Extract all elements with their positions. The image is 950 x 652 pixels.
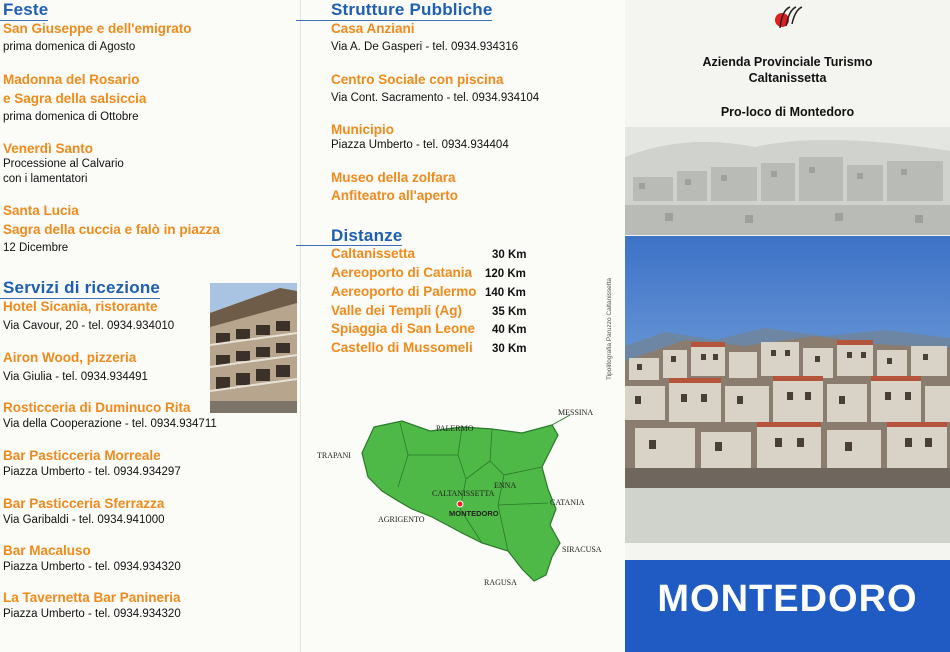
map-label-trapani: TRAPANI [317, 451, 351, 460]
map-label-siracusa: SIRACUSA [562, 545, 602, 554]
hotel-photo [210, 283, 297, 413]
servizio-name: Bar Pasticceria Sferrazza [3, 496, 165, 511]
festa-title: Santa Lucia [3, 203, 79, 218]
distanza-place: Valle dei Templi (Ag) [331, 303, 463, 318]
distanza-place: Caltanissetta [331, 246, 416, 261]
servizio-name: Bar Macaluso [3, 543, 91, 558]
servizi-heading: Servizi di ricezione [3, 278, 161, 297]
servizio-info: Piazza Umberto - tel. 0934.934297 [3, 466, 181, 478]
distanza-km: 30 Km [492, 249, 527, 261]
montedoro-marker [457, 501, 463, 507]
servizio-info: Via Garibaldi - tel. 0934.941000 [3, 514, 165, 526]
distanza-km: 40 Km [492, 324, 527, 336]
festa-title: Sagra della cuccia e falò in piazza [3, 222, 220, 237]
festa-date: 12 Dicembre [3, 242, 69, 254]
struttura-name: Centro Sociale con piscina [331, 72, 504, 87]
distanza-km: 30 Km [492, 343, 527, 355]
servizio-name: Rosticceria di Duminuco Rita [3, 400, 191, 415]
title-band [625, 560, 950, 652]
map-label-montedoro: MONTEDORO [449, 509, 499, 518]
distanze-heading: Distanze [331, 226, 403, 245]
struttura-name: Anfiteatro all'aperto [331, 188, 458, 203]
servizio-info: Piazza Umberto - tel. 0934.934320 [3, 608, 181, 620]
festa-title: e Sagra della salsiccia [3, 91, 147, 106]
distanza-km: 120 Km [485, 268, 526, 280]
servizio-info: Via della Cooperazione - tel. 0934.934711 [3, 418, 217, 430]
servizio-info: Via Giulia - tel. 0934.934491 [3, 371, 148, 383]
feste-heading: Feste [3, 0, 49, 19]
servizio-name: Airon Wood, pizzeria [3, 350, 137, 365]
distanza-place: Aereoporto di Catania [331, 265, 473, 280]
distanza-km: 35 Km [492, 306, 527, 318]
struttura-info: Piazza Umberto - tel. 0934.934404 [331, 139, 509, 151]
festa-title: Venerdì Santo [3, 141, 94, 156]
distanza-place: Aereoporto di Palermo [331, 284, 477, 299]
map-label-ragusa: RAGUSA [484, 578, 517, 587]
apt-logo-icon [772, 4, 806, 39]
servizio-info: Via Cavour, 20 - tel. 0934.934010 [3, 320, 175, 332]
struttura-info: Via A. De Gasperi - tel. 0934.934316 [331, 41, 519, 53]
map-label-catania: CATANIA [550, 498, 585, 507]
servizio-info: Piazza Umberto - tel. 0934.934320 [3, 561, 181, 573]
cover-city: Caltanissetta [748, 71, 827, 85]
festa-date: prima domenica di Ottobre [3, 111, 139, 123]
cover-proloco: Pro-loco di Montedoro [720, 105, 855, 119]
sicily-map [312, 405, 618, 595]
map-label-messina: MESSINA [558, 408, 594, 417]
map-label-enna: ENNA [494, 481, 517, 490]
cover-org: Azienda Provinciale Turismo [702, 55, 873, 69]
struttura-name: Municipio [331, 122, 394, 137]
distanza-place: Castello di Mussomeli [331, 340, 473, 355]
town-photo [625, 236, 950, 488]
festa-title: Madonna del Rosario [3, 72, 140, 87]
festa-line: Processione al Calvario [3, 158, 124, 170]
cover-title: MONTEDORO [657, 578, 918, 620]
servizio-name: La Tavernetta Bar Panineria [3, 590, 181, 605]
map-label-caltanissetta: CALTANISSETTA [432, 489, 495, 498]
map-label-agrigento: AGRIGENTO [378, 515, 425, 524]
servizio-name: Hotel Sicania, ristorante [3, 299, 158, 314]
festa-title: San Giuseppe e dell'emigrato [3, 21, 192, 36]
map-label-palermo: PALERMO [436, 424, 474, 433]
town-photo-faded [625, 127, 950, 235]
festa-line: con i lamentatori [3, 173, 88, 185]
strutture-heading: Strutture Pubbliche [331, 0, 493, 19]
distanza-place: Spiaggia di San Leone [331, 321, 476, 336]
struttura-info: Via Cont. Sacramento - tel. 0934.934104 [331, 92, 540, 104]
struttura-name: Museo della zolfara [331, 170, 456, 185]
festa-date: prima domenica di Agosto [3, 41, 136, 53]
distanza-km: 140 Km [485, 287, 526, 299]
print-credit: Tipolitografia Paruzzo Caltanissetta [606, 277, 613, 380]
struttura-name: Casa Anziani [331, 21, 415, 36]
servizio-name: Bar Pasticceria Morreale [3, 448, 161, 463]
fold-line [300, 0, 301, 652]
town-photo-strip [625, 488, 950, 543]
